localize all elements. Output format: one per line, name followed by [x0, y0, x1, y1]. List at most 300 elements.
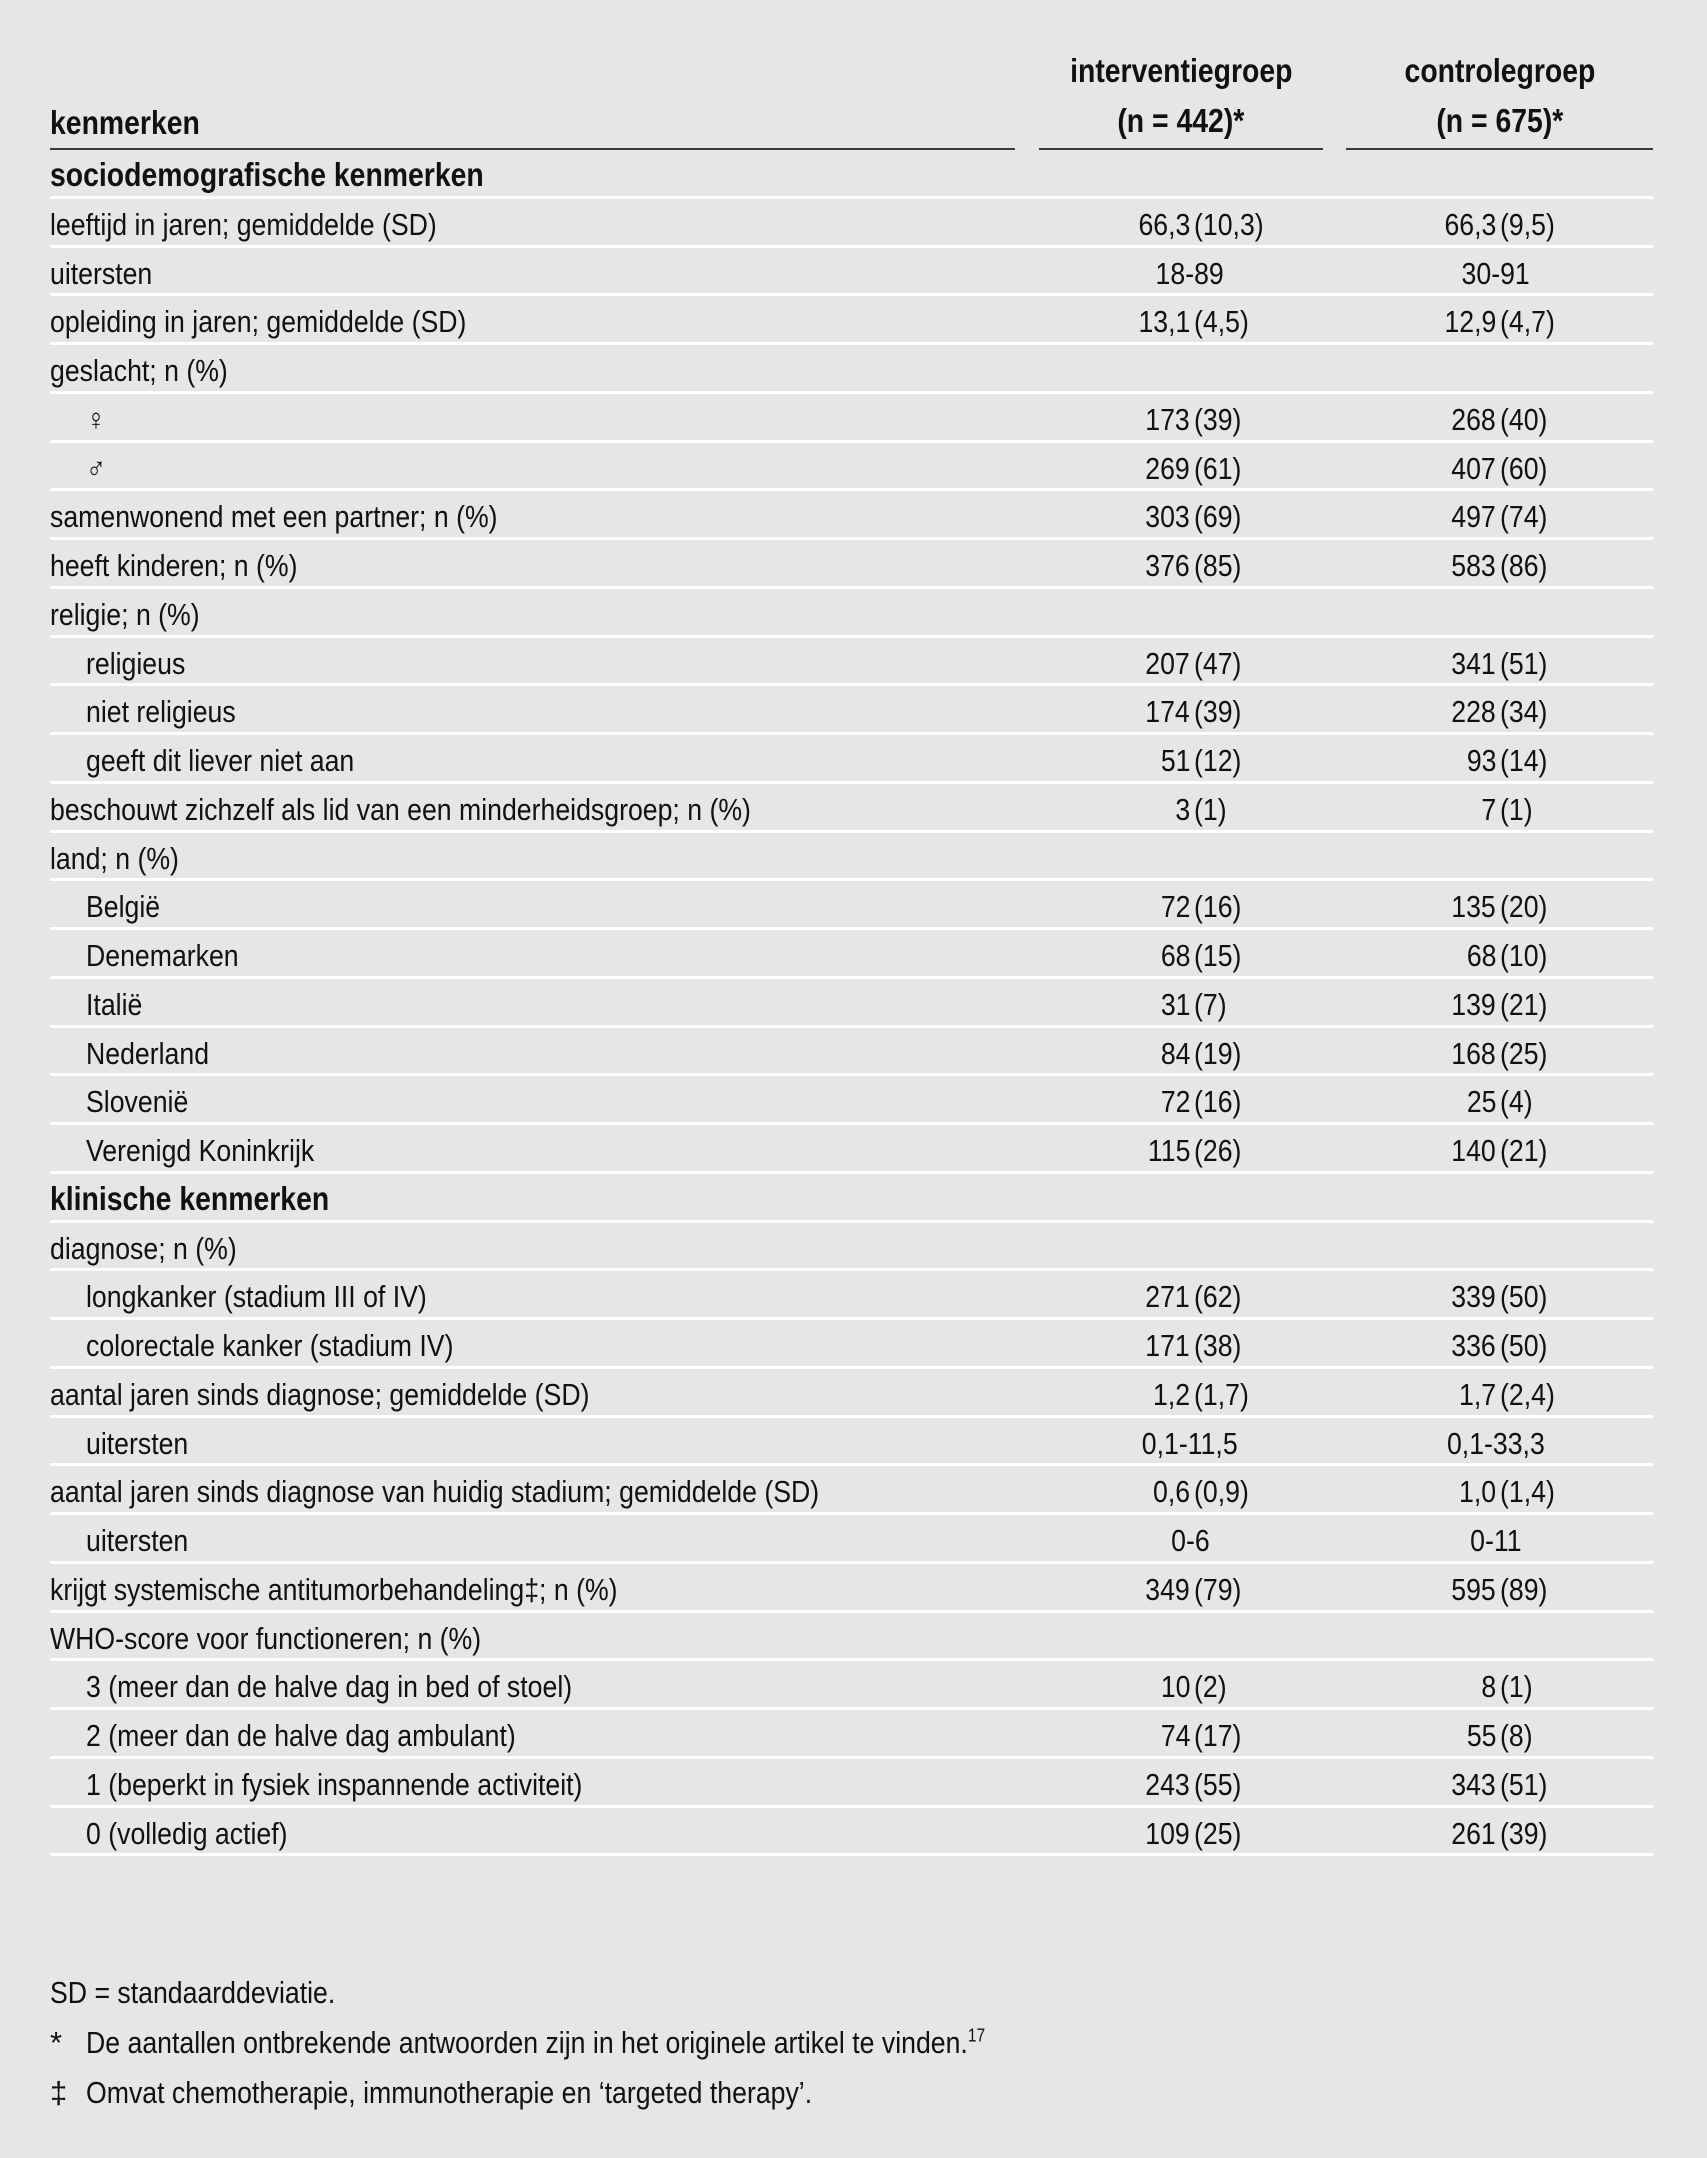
- control-group-n-text: (n = 675)*: [1436, 102, 1563, 139]
- row-label-text: 1 (beperkt in fysiek inspannende activiteit): [86, 1766, 583, 1802]
- value-paren: [1500, 1767, 1555, 1803]
- row-label: [50, 597, 224, 633]
- value-paren-text: (2,4): [1500, 1376, 1555, 1412]
- value-count-text: 349: [1145, 1571, 1190, 1607]
- value-paren-text: (38): [1194, 1328, 1242, 1363]
- row-label-text: geeft dit liever niet aan: [86, 743, 355, 778]
- header-col-control: [1346, 0, 1653, 150]
- value-paren: [1194, 1133, 1249, 1169]
- footnote-text-body: [86, 2075, 812, 2111]
- value-paren: [1194, 1767, 1249, 1803]
- row-label-text: heeft kinderen; n (%): [50, 548, 298, 583]
- value-paren-text: (39): [1194, 694, 1242, 730]
- table-row: [50, 1466, 1653, 1515]
- value-paren: [1194, 1572, 1249, 1608]
- table-row: [50, 881, 1653, 930]
- value-paren: [1500, 207, 1564, 243]
- value-count: [1444, 1816, 1496, 1852]
- value-count-text: 1,2: [1152, 1376, 1190, 1412]
- value-count: [1479, 792, 1496, 828]
- table-row: [50, 735, 1653, 784]
- value-count-text: 140: [1451, 1133, 1496, 1168]
- row-label: [86, 1816, 320, 1852]
- row-label-text: krijgt systemische antitumorbehandeling‡; n (%): [50, 1571, 618, 1607]
- value-paren: [1500, 548, 1555, 584]
- row-label-text: 2 (meer dan de halve dag ambulant): [86, 1718, 516, 1753]
- row-label: [86, 1426, 205, 1462]
- row-label-text: uitersten: [86, 1425, 189, 1461]
- row-label: [86, 1328, 513, 1364]
- value-range: [1070, 256, 1310, 292]
- section-header-row: [50, 1174, 1653, 1223]
- row-label-text: uitersten: [50, 255, 153, 291]
- value-paren-text: (60): [1500, 450, 1548, 486]
- value-paren: [1500, 1133, 1555, 1169]
- row-label-text: leeftijd in jaren; gemiddelde (SD): [50, 206, 437, 242]
- value-paren-text: (1): [1500, 791, 1533, 827]
- value-count-text: 115: [1147, 1133, 1190, 1168]
- value-count-text: 336: [1451, 1328, 1496, 1363]
- row-label-text: diagnose; n (%): [50, 1230, 237, 1266]
- value-paren-text: (39): [1194, 401, 1242, 437]
- value-paren-text: (4): [1500, 1084, 1533, 1120]
- row-label-text: WHO-score voor functioneren; n (%): [50, 1620, 482, 1656]
- value-range: [1070, 1523, 1310, 1559]
- table-row: [50, 1369, 1653, 1418]
- table-body: [50, 150, 1653, 1856]
- row-label-text: Nederland: [86, 1035, 210, 1071]
- value-paren-text: (1,4): [1500, 1474, 1555, 1510]
- value-count-text: 497: [1451, 499, 1496, 535]
- value-count-text: 31: [1160, 986, 1190, 1022]
- value-count: [1444, 548, 1496, 584]
- row-label: [50, 1572, 710, 1608]
- row-label: [50, 499, 570, 535]
- value-count: [1444, 1767, 1496, 1803]
- value-paren: [1500, 1377, 1564, 1413]
- footnote-text-body: [86, 2025, 985, 2061]
- intervention-group-name-text: interventiegroep: [1069, 52, 1293, 89]
- value-paren-text: (62): [1194, 1279, 1242, 1315]
- footnote-mark: *: [50, 2025, 63, 2060]
- value-paren: [1500, 1328, 1555, 1364]
- row-label-text: 3 (meer dan de halve dag in bed of stoel): [86, 1669, 573, 1705]
- value-count-text: 139: [1451, 986, 1496, 1022]
- value-paren: [1500, 1084, 1538, 1120]
- header-label: [50, 104, 224, 142]
- value-count: [1444, 1279, 1496, 1315]
- value-count-text: 595: [1451, 1571, 1496, 1607]
- row-label: [50, 156, 554, 194]
- control-group-n: [1346, 102, 1653, 140]
- section-header-row: [50, 150, 1653, 199]
- value-paren: [1500, 1474, 1564, 1510]
- value-count-text: 168: [1451, 1035, 1496, 1071]
- value-paren: [1500, 1816, 1555, 1852]
- value-count-text: 243: [1145, 1766, 1190, 1802]
- value-range-text: 18-89: [1155, 255, 1225, 291]
- value-paren-text: (12): [1194, 743, 1242, 778]
- value-paren-text: (47): [1194, 645, 1242, 681]
- value-paren: [1500, 1036, 1555, 1072]
- value-count-text: 72: [1160, 889, 1190, 925]
- value-paren: [1194, 1328, 1249, 1364]
- value-count: [1130, 304, 1190, 340]
- value-count: [1138, 548, 1190, 584]
- value-paren-text: (1,7): [1194, 1376, 1249, 1412]
- footnote-text: [86, 2025, 1131, 2061]
- value-paren-text: (1): [1500, 1669, 1533, 1705]
- row-label: [86, 1279, 482, 1315]
- row-label: [50, 353, 257, 389]
- value-count: [1156, 889, 1190, 925]
- value-paren: [1194, 646, 1249, 682]
- row-label-text: België: [86, 889, 161, 925]
- value-count: [1462, 938, 1496, 974]
- row-label: [86, 1718, 586, 1754]
- value-range: [1376, 1523, 1616, 1559]
- value-range-text: 30-91: [1461, 255, 1531, 291]
- value-paren-text: (21): [1500, 986, 1548, 1022]
- value-count: [1444, 987, 1496, 1023]
- value-paren: [1500, 694, 1555, 730]
- value-paren: [1500, 451, 1555, 487]
- value-paren: [1194, 499, 1249, 535]
- value-count-text: 343: [1451, 1766, 1496, 1802]
- value-paren: [1500, 499, 1555, 535]
- value-paren-text: (86): [1500, 548, 1548, 583]
- value-count: [1147, 1377, 1190, 1413]
- value-paren: [1194, 1084, 1249, 1120]
- value-count: [1173, 792, 1190, 828]
- value-count: [1444, 889, 1496, 925]
- row-label: [86, 1669, 651, 1705]
- table-row: [50, 1076, 1653, 1125]
- row-label: [50, 1377, 677, 1413]
- table-row: [50, 199, 1653, 248]
- row-label-text: ♂: [86, 450, 106, 486]
- row-label: [86, 646, 201, 682]
- table-row: [50, 1515, 1653, 1564]
- value-count: [1436, 207, 1496, 243]
- row-label: [86, 694, 260, 730]
- value-paren: [1194, 694, 1249, 730]
- value-paren: [1500, 938, 1555, 974]
- value-paren-text: (4,5): [1194, 304, 1249, 340]
- value-paren-text: (74): [1500, 499, 1548, 535]
- value-paren: [1194, 1279, 1249, 1315]
- table-row: [50, 394, 1653, 443]
- row-label-text: opleiding in jaren; gemiddelde (SD): [50, 304, 467, 340]
- value-range-text: 0,1-33,3: [1447, 1425, 1545, 1461]
- value-count: [1444, 499, 1496, 535]
- value-count-text: 93: [1466, 743, 1496, 778]
- value-count: [1138, 402, 1190, 438]
- value-count-text: 339: [1451, 1279, 1496, 1315]
- value-paren-text: (21): [1500, 1133, 1548, 1168]
- row-label-text: uitersten: [86, 1523, 189, 1558]
- row-label-text: Italië: [86, 986, 143, 1022]
- value-paren: [1194, 743, 1249, 779]
- value-count-text: 376: [1145, 548, 1190, 583]
- row-label: [50, 256, 169, 292]
- value-count: [1462, 1084, 1496, 1120]
- value-paren: [1194, 1669, 1232, 1705]
- value-count-text: 583: [1451, 548, 1496, 583]
- value-paren-text: (39): [1500, 1815, 1548, 1851]
- value-count: [1444, 1572, 1496, 1608]
- value-count-text: 1,0: [1458, 1474, 1496, 1510]
- table-header: [50, 0, 1653, 150]
- value-paren-text: (89): [1500, 1571, 1548, 1607]
- value-paren-text: (7): [1194, 986, 1227, 1022]
- value-paren-text: (25): [1500, 1035, 1548, 1071]
- value-count: [1138, 1767, 1190, 1803]
- value-count-text: 171: [1145, 1328, 1190, 1363]
- table-row: [50, 686, 1653, 735]
- table-row: [50, 1223, 1653, 1272]
- value-count: [1156, 1718, 1190, 1754]
- value-count: [1453, 1377, 1496, 1413]
- value-paren-text: (15): [1194, 938, 1242, 973]
- value-count-text: 341: [1451, 645, 1496, 681]
- row-label-text: niet religieus: [86, 694, 236, 730]
- row-label-text: Verenigd Koninkrijk: [86, 1133, 315, 1168]
- value-range-text: 0-6: [1170, 1523, 1210, 1558]
- table-row: [50, 248, 1653, 297]
- value-count-text: 10: [1160, 1669, 1190, 1705]
- row-label-text: Slovenië: [86, 1084, 189, 1120]
- value-count-text: 269: [1145, 450, 1190, 486]
- value-count: [1444, 1133, 1496, 1169]
- value-count-text: 207: [1145, 645, 1190, 681]
- value-range-text: 0,1-11,5: [1142, 1425, 1238, 1461]
- value-paren-text: (34): [1500, 694, 1548, 730]
- value-paren: [1194, 1718, 1249, 1754]
- table-row: [50, 296, 1653, 345]
- value-range-text: 0-11: [1470, 1523, 1522, 1558]
- table-row: [50, 1808, 1653, 1857]
- row-label: [50, 207, 500, 243]
- table-row: [50, 638, 1653, 687]
- value-paren-text: (51): [1500, 1766, 1548, 1802]
- footnote-body: Omvat chemotherapie, immunotherapie en ‘targeted therapy’.: [86, 2075, 813, 2110]
- table-row: [50, 540, 1653, 589]
- footnote-text: [50, 1975, 382, 2011]
- value-paren-text: (0,9): [1194, 1474, 1249, 1510]
- row-label: [86, 402, 109, 438]
- value-paren: [1194, 207, 1275, 243]
- value-count: [1138, 1572, 1190, 1608]
- row-label-text: land; n (%): [50, 840, 179, 876]
- control-group-name: [1346, 52, 1653, 90]
- value-paren-text: (10): [1500, 938, 1548, 973]
- value-count: [1453, 1474, 1496, 1510]
- value-paren-text: (8): [1500, 1718, 1533, 1753]
- value-count: [1141, 1133, 1190, 1169]
- value-paren-text: (50): [1500, 1279, 1548, 1315]
- value-paren-text: (9,5): [1500, 206, 1555, 242]
- value-count: [1156, 743, 1190, 779]
- value-count: [1444, 451, 1496, 487]
- value-paren: [1500, 1718, 1538, 1754]
- row-label-text: Denemarken: [86, 938, 239, 973]
- row-label: [86, 743, 398, 779]
- footnote-text: [86, 2075, 930, 2111]
- value-count-text: 407: [1451, 450, 1496, 486]
- value-paren: [1500, 304, 1564, 340]
- value-count: [1444, 402, 1496, 438]
- table-row: [50, 589, 1653, 638]
- value-count: [1436, 304, 1496, 340]
- value-paren: [1194, 1036, 1249, 1072]
- row-label-text: geslacht; n (%): [50, 353, 228, 388]
- value-paren-text: (26): [1194, 1133, 1242, 1168]
- value-paren-text: (14): [1500, 743, 1548, 778]
- value-paren-text: (69): [1194, 499, 1242, 535]
- value-paren: [1500, 646, 1555, 682]
- value-count-text: 74: [1160, 1718, 1190, 1753]
- value-count: [1156, 1084, 1190, 1120]
- row-label-text: religieus: [86, 645, 186, 681]
- row-label: [86, 1133, 351, 1169]
- value-paren-text: (79): [1194, 1571, 1242, 1607]
- intervention-group-name: [1039, 52, 1323, 90]
- footnote-body: SD = standaarddeviatie.: [50, 1975, 336, 2010]
- table-row: [50, 1759, 1653, 1808]
- value-paren-text: (17): [1194, 1718, 1242, 1753]
- value-count: [1156, 938, 1190, 974]
- row-label: [86, 1084, 205, 1120]
- header-col-characteristics: [50, 0, 1015, 150]
- value-paren: [1500, 1669, 1538, 1705]
- row-label: [86, 1036, 229, 1072]
- table-row: [50, 1418, 1653, 1467]
- value-count: [1444, 646, 1496, 682]
- table-row: [50, 833, 1653, 882]
- value-paren: [1500, 792, 1538, 828]
- value-paren: [1194, 1816, 1249, 1852]
- value-count: [1462, 1718, 1496, 1754]
- intervention-group-n: [1039, 102, 1323, 140]
- table-row: [50, 491, 1653, 540]
- value-paren: [1500, 889, 1555, 925]
- value-paren-text: (40): [1500, 401, 1548, 437]
- row-label-text: aantal jaren sinds diagnose; gemiddelde (SD): [50, 1376, 590, 1412]
- value-count-text: 135: [1451, 889, 1496, 925]
- value-count-text: 13,1: [1138, 304, 1190, 340]
- value-count-text: 109: [1145, 1815, 1190, 1851]
- value-paren-text: (1): [1194, 791, 1227, 827]
- value-count: [1156, 1036, 1190, 1072]
- row-label-text: ♀: [86, 401, 106, 437]
- row-label: [86, 938, 263, 974]
- value-count-text: 174: [1145, 694, 1190, 730]
- value-paren: [1194, 304, 1258, 340]
- row-label: [50, 792, 865, 828]
- table-row: [50, 443, 1653, 492]
- value-paren: [1500, 1279, 1555, 1315]
- value-paren: [1194, 451, 1249, 487]
- row-label-text: klinische kenmerken: [50, 1179, 330, 1217]
- row-label: [50, 1474, 944, 1510]
- value-count: [1138, 646, 1190, 682]
- value-paren-text: (19): [1194, 1035, 1242, 1071]
- row-label-text: longkanker (stadium III of IV): [86, 1279, 427, 1315]
- value-count: [1138, 451, 1190, 487]
- value-count: [1138, 499, 1190, 535]
- value-count-text: 8: [1481, 1669, 1496, 1705]
- value-paren: [1194, 402, 1249, 438]
- value-count-text: 72: [1160, 1084, 1190, 1120]
- value-count-text: 303: [1145, 499, 1190, 535]
- row-label: [86, 451, 109, 487]
- row-label-text: samenwonend met een partner; n (%): [50, 499, 498, 535]
- table-row: [50, 1564, 1653, 1613]
- value-count: [1138, 694, 1190, 730]
- row-label: [86, 1523, 205, 1559]
- footnote-body: De aantallen ontbrekende antwoorden zijn in het originele artikel te vinden.: [86, 2025, 968, 2060]
- row-label: [50, 548, 338, 584]
- value-count-text: 7: [1481, 791, 1496, 827]
- table-row: [50, 1271, 1653, 1320]
- value-count-text: 12,9: [1444, 304, 1496, 340]
- reference-superscript: 17: [967, 2025, 986, 2046]
- value-count-text: 68: [1466, 938, 1496, 973]
- value-paren: [1194, 987, 1232, 1023]
- value-count-text: 268: [1451, 401, 1496, 437]
- row-label: [86, 1767, 663, 1803]
- row-label-text: beschouwt zichzelf als lid van een minderheidsgroep; n (%): [50, 791, 751, 827]
- row-label: [50, 1621, 551, 1657]
- value-paren: [1194, 548, 1249, 584]
- row-label-text: religie; n (%): [50, 596, 200, 632]
- value-count: [1444, 1328, 1496, 1364]
- value-range: [1070, 1426, 1310, 1462]
- value-paren: [1194, 1377, 1258, 1413]
- value-count-text: 3: [1175, 791, 1190, 827]
- row-label: [86, 889, 172, 925]
- table-row: [50, 1028, 1653, 1077]
- table-row: [50, 784, 1653, 833]
- value-count-text: 261: [1451, 1815, 1496, 1851]
- value-range: [1376, 1426, 1616, 1462]
- row-label-text: aantal jaren sinds diagnose van huidig stadium; gemiddelde (SD): [50, 1474, 820, 1510]
- row-label: [86, 987, 151, 1023]
- value-paren-text: (51): [1500, 645, 1548, 681]
- value-count-text: 25: [1466, 1084, 1496, 1120]
- table-row: [50, 1661, 1653, 1710]
- value-count: [1462, 743, 1496, 779]
- value-count-text: 0,6: [1152, 1474, 1190, 1510]
- value-paren-text: (16): [1194, 889, 1242, 925]
- value-paren-text: (61): [1194, 450, 1242, 486]
- table-row: [50, 979, 1653, 1028]
- value-count-text: 66,3: [1444, 206, 1496, 242]
- value-count-text: 173: [1145, 401, 1190, 437]
- value-count-text: 68: [1160, 938, 1190, 973]
- value-count-text: 271: [1145, 1279, 1190, 1315]
- value-paren-text: (2): [1194, 1669, 1227, 1705]
- value-count-text: 228: [1451, 694, 1496, 730]
- row-label: [50, 1231, 267, 1267]
- table-row: [50, 930, 1653, 979]
- value-paren: [1500, 1572, 1555, 1608]
- value-paren-text: (4,7): [1500, 304, 1555, 340]
- value-paren: [1500, 743, 1555, 779]
- value-paren: [1194, 1474, 1258, 1510]
- value-count: [1138, 1816, 1190, 1852]
